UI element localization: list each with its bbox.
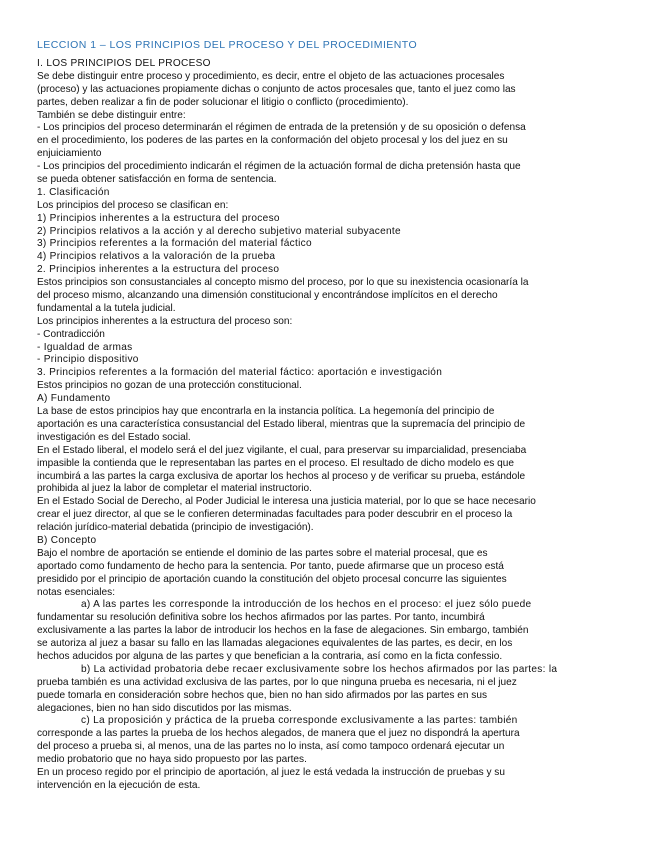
text-line: - Principio dispositivo [37,354,139,366]
text-line: En un proceso regido por el principio de aportación, al juez le está vedada la instrucción de pruebas y su [37,766,505,778]
text-line: 1) Principios inherentes a la estructura del proceso [37,212,280,224]
text-line: c) La proposición y práctica de la prueba corresponde exclusivamente a las partes: también [81,715,518,727]
text-line: fundamental a la tutela judicial. [37,302,176,314]
text-line: Los principios inherentes a la estructura del proceso son: [37,315,293,327]
text-line: a) A las partes les corresponde la introducción de los hechos en el proceso: el juez sólo puede [81,599,532,611]
text-line: enjuiciamiento [37,148,102,160]
text-line: También se debe distinguir entre: [37,109,186,121]
text-line: Estos principios son consustanciales al concepto mismo del proceso, por lo que su inexistencia ocasionaría la [37,277,529,289]
text-line: B) Concepto [37,534,97,546]
text-line: del proceso mismo, alcanzando una dimensión constitucional y encontrándose implícitos en el derecho [37,290,498,302]
text-line: incumbirá a las partes la carga exclusiva de aportar los hechos al proceso y de verificar su prueba, estándole [37,470,526,482]
text-line: alegaciones, bien no han sido discutidos por las mismas. [37,702,292,714]
text-line: 4) Principios relativos a la valoración de la prueba [37,251,276,263]
text-line: en el procedimiento, los poderes de las partes en la conformación del objeto procesal y los del juez en su [37,135,508,147]
text-line: 2) Principios relativos a la acción y al derecho subjetivo material subyacente [37,225,401,237]
text-line: b) La actividad probatoria debe recaer exclusivamente sobre los hechos afirmados por las partes: la [81,663,558,675]
text-line: investigación es del Estado social. [37,431,191,443]
text-line: corresponde a las partes la prueba de los hechos alegados, de manera que el juez no dispondrá la apertura [37,728,520,740]
text-line: - Igualdad de armas [37,341,133,353]
text-line: se autoriza al juez a basar su fallo en las llamadas alegaciones equivalentes de las partes, es decir, en los [37,638,513,650]
text-line: (proceso) y las actuaciones propiamente dichas o conjunto de actos procesales que, tanto el juez como las [37,83,516,95]
text-line: medio probatorio que no haya sido propuesto por las partes. [37,754,307,766]
text-line: notas esenciales: [37,586,115,598]
text-line: prohibida al juez la labor de completar el material instructorio. [37,483,312,495]
text-line: puede tomarla en consideración sobre hechos que, bien no han sido afirmados por las partes en sus [37,689,488,701]
text-line: partes, deben realizar a fin de poder solucionar el litigio o conflicto (procedimiento). [37,96,409,108]
text-line: Bajo el nombre de aportación se entiende el dominio de las partes sobre el material procesal, que es [37,547,488,559]
text-line: del proceso a prueba si, al menos, una de las partes no lo insta, así como tampoco ordenará ejecutar un [37,741,505,753]
text-line: En el Estado Social de Derecho, al Poder Judicial le interesa una justicia material, por lo que se hace necesario [37,496,536,508]
text-line: relación jurídico-material debatida (principio de investigación). [37,522,314,534]
text-line: Estos principios no gozan de una protección constitucional. [37,380,302,392]
text-line: Los principios del proceso se clasifican en: [37,199,229,211]
text-line: La base de estos principios hay que encontrarla en la instancia política. La hegemonía del principio de [37,406,495,418]
text-line: aportado como fundamento de hecho para la sentencia. Por tanto, puede afirmarse que un proceso está [37,560,504,572]
text-line: prueba también es una actividad exclusiva de las partes, por lo que ninguna prueba es necesaria, ni el juez [37,676,517,688]
text-line: - Contradicción [37,328,105,340]
text-line: fundamentar su resolución definitiva sobre los hechos afirmados por las partes. Por tanto, incumbirá [37,612,485,624]
lesson-title: LECCION 1 – LOS PRINCIPIOS DEL PROCESO Y DEL PROCEDIMIENTO [37,39,418,51]
text-line: presidido por el principio de aportación cuando la constitución del objeto procesal concurre las siguientes [37,573,507,585]
text-line: crear el juez director, al que se le confieren determinadas facultades para poder descubrir en el proceso la [37,509,513,521]
text-line: 3) Principios referentes a la formación del material fáctico [37,238,312,250]
text-line: En el Estado liberal, el modelo será el del juez vigilante, el cual, para preservar su imparcialidad, presenciaba [37,444,527,456]
text-line: impasible la contienda que le representaban las partes en el proceso. El resultado de dicho modelo es que [37,457,514,469]
text-line: 2. Principios inherentes a la estructura del proceso [37,264,280,276]
text-line: A) Fundamento [37,393,111,405]
text-line: 3. Principios referentes a la formación del material fáctico: aportación e investigación [37,367,443,379]
text-line: hechos aducidos por alguna de las partes y que benefician a la contraria, así como en la ficta confessio. [37,650,503,662]
text-line: exclusivamente a las partes la labor de introducir los hechos en la fase de alegaciones. Sin embargo, también [37,625,529,637]
text-line: intervención en la ejecución de esta. [37,779,201,791]
text-line: - Los principios del proceso determinarán el régimen de entrada de la pretensión y de su oposición o defensa [37,122,526,134]
text-line: I. LOS PRINCIPIOS DEL PROCESO [37,58,211,69]
text-line: aportación es una característica consustancial del Estado liberal, mientras que la supremacía del principio de [37,418,526,430]
document-body [37,58,622,793]
text-line: se pueda obtener satisfacción en forma de sentencia. [37,174,277,186]
text-line: 1. Clasificación [37,186,110,198]
text-line: - Los principios del procedimiento indicarán el régimen de la actuación formal de dicha pretensión hasta que [37,161,521,173]
text-line: Se debe distinguir entre proceso y procedimiento, es decir, entre el objeto de las actuaciones procesales [37,70,505,82]
